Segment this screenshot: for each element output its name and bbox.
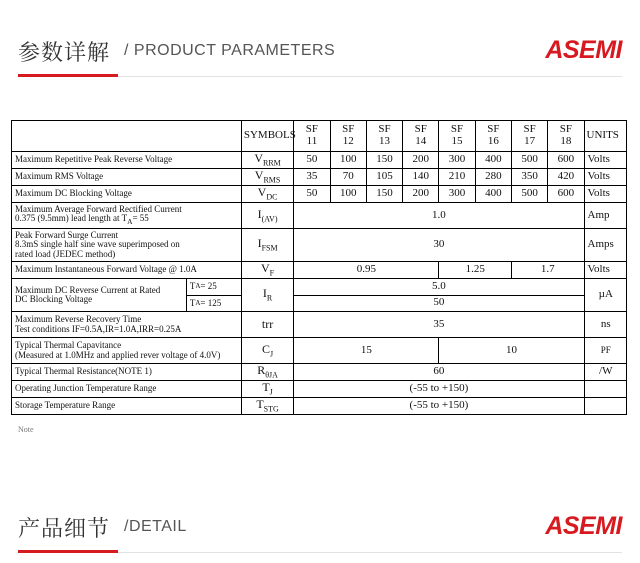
- model-header: SF 11: [294, 121, 330, 152]
- table-row-vdc: Maximum DC Blocking Voltage $V_{DC}$ 50 100 150 200 300 400 500 600 Volts: [12, 186, 627, 203]
- model-header: SF 14: [403, 121, 439, 152]
- section-title-zh: 参数详解: [18, 41, 111, 66]
- product-parameters-header: [0, 30, 640, 80]
- product-detail-header: [0, 506, 640, 556]
- asemi-logo: ASEMI: [545, 512, 622, 540]
- model-header: SF 12: [330, 121, 366, 152]
- header-accent-bar: [18, 74, 118, 77]
- ir-condition-25: T A = 25: [187, 279, 241, 296]
- table-header-row: [12, 121, 627, 152]
- table-row-tstg: Storage Temperature Range $T_{STG}$ (-55 to +150): [12, 398, 627, 415]
- table-row-ir-25: Maximum DC Reverse Current at Rated DC Blocking Voltage T A = 25 T A = 125 $I_R$ 5.0 µA: [12, 279, 627, 296]
- symbols-header: SYMBOLS: [241, 121, 293, 152]
- table-row-ifsm: Peak Forward Surge Current 8.3mS single half sine wave superimposed on rated load (JEDEC method) $I_{FSM}$ 30 Amps: [12, 229, 627, 262]
- model-header: SF 15: [439, 121, 475, 152]
- asemi-logo: ASEMI: [545, 36, 622, 64]
- model-header: SF 18: [548, 121, 584, 152]
- model-header: SF 16: [475, 121, 511, 152]
- table-row-vf: Maximum Instantaneous Forward Voltage @ 1.0A $V_F$ 0.95 1.25 1.7 Volts: [12, 262, 627, 279]
- table-row-iav: Maximum Average Forward Rectified Current 0.375 (9.5mm) lead length at $T_A= 55$ $I_{(AV)}$ 1.0 Amp: [12, 203, 627, 229]
- section-title-zh: 产品细节: [18, 517, 111, 542]
- ir-condition-125: T A = 125: [189, 297, 222, 308]
- header-accent-bar: [18, 550, 118, 553]
- table-row-ir-125: 50: [12, 295, 627, 312]
- param-header-cell: [12, 121, 242, 152]
- units-header: UNITS: [584, 121, 626, 152]
- model-header: SF 13: [366, 121, 402, 152]
- table-row-vrrm: Maximum Repetitive Peak Reverse Voltage $V_{RRM}$ 50 100 150 200 300 400 500 600 Volts: [12, 152, 627, 169]
- table-note: Note: [18, 425, 34, 434]
- parameters-table: [11, 120, 627, 415]
- table-row-tj: Operating Junction Temperature Range $T_J$ (-55 to +150): [12, 381, 627, 398]
- table-row-rth: Typical Thermal Resistance(NOTE 1) $R_{\theta JA}$ 60 /W: [12, 364, 627, 381]
- section-title-en: / PRODUCT PARAMETERS: [124, 42, 336, 59]
- section-title-en: /DETAIL: [124, 518, 187, 535]
- table-row-cj: Typical Thermal Capavitance (Measured at 1.0MHz and applied rever voltage of 4.0V) $C_J$ 15 10 PF: [12, 338, 627, 364]
- model-header: SF 17: [511, 121, 547, 152]
- table-row-vrms: Maximum RMS Voltage $V_{RMS}$ 35 70 105 140 210 280 350 420 Volts: [12, 169, 627, 186]
- table-row-trr: Maximum Reverse Recovery Time Test conditions IF=0.5A,IR=1.0A,IRR=0.25A trr 35 ns: [12, 312, 627, 338]
